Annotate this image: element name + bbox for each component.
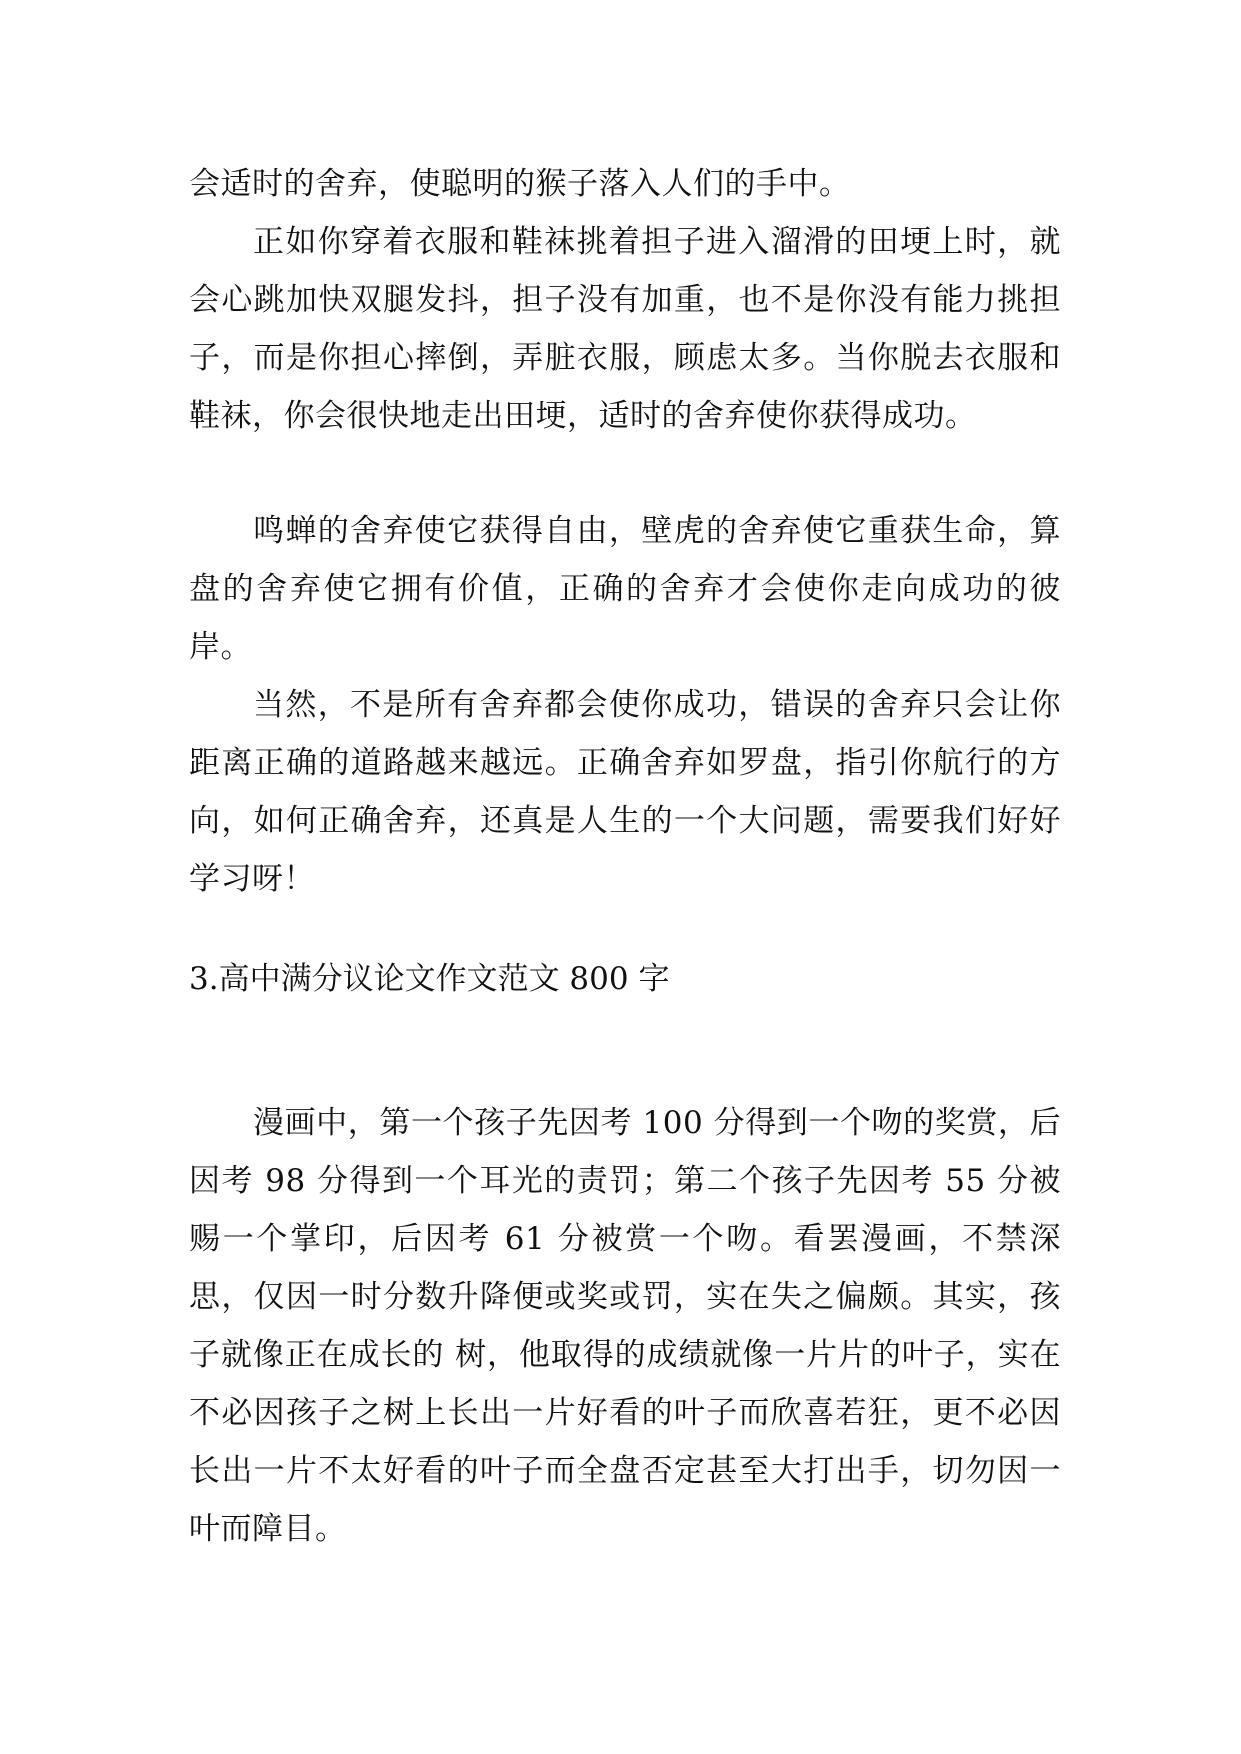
- paragraph-correct-abandon: 当然，不是所有舍弃都会使你成功，错误的舍弃只会让你距离正确的道路越来越远。正确舍弃如罗盘，指引你航行的方向，如何正确舍弃，还真是人生的一个大问题，需要我们好好学习呀！: [189, 687, 1061, 897]
- paragraph-field-ridge: 正如你穿着衣服和鞋袜挑着担子进入溜滑的田埂上时，就会心跳加快双腿发抖，担子没有加重，也不是你没有能力挑担子，而是你担心摔倒，弄脏衣服，顾虑太多。当你脱去衣服和鞋袜，你会很快地走出田埂，适时的舍弃使你获得成功。: [189, 224, 1061, 434]
- paragraph-continuation: 会适时的舍弃，使聪明的猴子落入人们的手中。: [189, 166, 851, 202]
- paragraph-comic: 漫画中，第一个孩子先因考 100 分得到一个吻的奖赏，后因考 98 分得到一个耳光的责罚；第二个孩子先因考 55 分被赐一个掌印，后因考 61 分被赏一个吻。看罢漫画，不禁深思，仅因一时分数升降便或奖或罚，实在失之偏颇。其实，孩子就像正在成长的 树，他取得的成绩就像一片片的叶子，实在不必因孩子之树上长出一片好看的叶子而欣喜若狂，更不必因长出一片不太好看的叶子而全盘否定甚至大打出手，切勿因一叶而障目。: [189, 1105, 1061, 1547]
- paragraph-cicada-gecko: 鸣蝉的舍弃使它获得自由，壁虎的舍弃使它重获生命，算盘的舍弃使它拥有价值，正确的舍弃才会使你走向成功的彼岸。: [189, 513, 1061, 665]
- section-heading: 3.高中满分议论文作文范文 800 字: [189, 961, 670, 997]
